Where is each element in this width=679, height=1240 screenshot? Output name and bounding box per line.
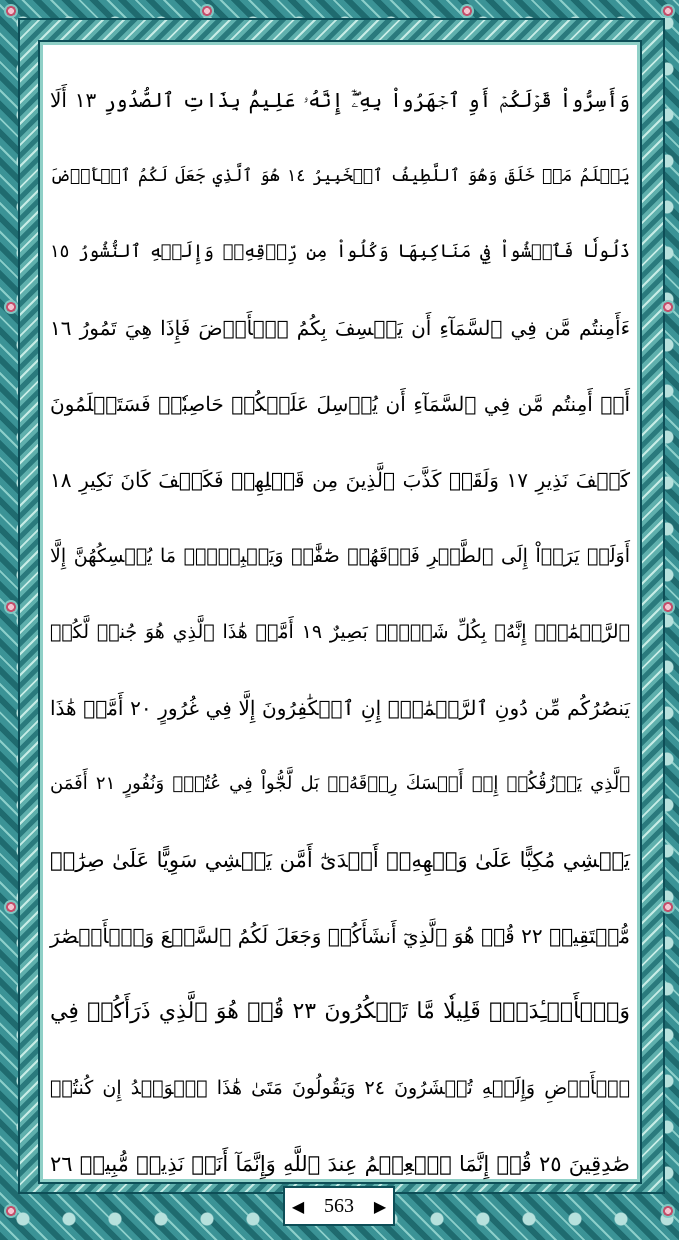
verse-line: ٱلرَّحۡمَٰنُۚ إِنَّهُۥ بِكُلِّ شَيۡءِۭ بَصِيرٌ ١٩ أَمَّنۡ هَٰذَا ٱلَّذِي هُوَ جُندٞ لَّكُمۡ [50, 621, 630, 643]
rosette-ornament [661, 600, 675, 614]
verse-line: وَٱلۡأَفۡـِٔدَةَۚ قَلِيلٗا مَّا تَشۡكُرُونَ ٢٣ قُلۡ هُوَ ٱلَّذِي ذَرَأَكُمۡ فِي [50, 999, 631, 1024]
verse-line: أَمۡ أَمِنتُم مَّن فِي ٱلسَّمَآءِ أَن يُرۡسِلَ عَلَيۡكُمۡ حَاصِبٗاۖ فَسَتَعۡلَمُونَ [50, 392, 630, 416]
verse-line: صَٰدِقِينَ ٢٥ قُلۡ إِنَّمَا ٱلۡعِلۡمُ عِندَ ٱللَّهِ وَإِنَّمَآ أَنَا۠ نَذِيرٞ مُّبِينٞ ٢٦ [50, 1152, 630, 1176]
verse-line: وَأَسِرُّواْ قَوۡلَكُمۡ أَوِ ٱجۡهَرُواْ بِهِۦٓۖ إِنَّهُۥ عَلِيمُۢ بِذَاتِ ٱلصُّدُورِ ١٣ أَلَا [50, 88, 630, 112]
rosette-ornament [4, 600, 18, 614]
rosette-ornament [460, 4, 474, 18]
verse-line: ٱلۡأَرۡضِ وَإِلَيۡهِ تُحۡشَرُونَ ٢٤ وَيَقُولُونَ مَتَىٰ هَٰذَا ٱلۡوَعۡدُ إِن كُنتُمۡ [50, 1077, 630, 1099]
rosette-ornament [661, 900, 675, 914]
rosette-ornament [4, 1204, 18, 1218]
rosette-ornament [661, 4, 675, 18]
rosette-ornament [4, 300, 18, 314]
triangle-right-icon[interactable]: ▶ [373, 1196, 387, 1216]
verse-line: ذَلُولٗا فَٱمۡشُواْ فِي مَنَاكِبِهَا وَكُلُواْ مِن رِّزۡقِهِۦۖ وَإِلَيۡهِ ٱلنُّشُورُ ١٥ [50, 241, 630, 262]
rosette-ornament [200, 4, 214, 18]
page-navigator [283, 1186, 395, 1226]
rosette-ornament [661, 300, 675, 314]
verse-text-block [50, 62, 630, 1202]
rosette-ornament [4, 4, 18, 18]
verse-line: ءَأَمِنتُم مَّن فِي ٱلسَّمَآءِ أَن يَخۡسِفَ بِكُمُ ٱلۡأَرۡضَ فَإِذَا هِيَ تَمُورُ ١٦ [50, 316, 630, 340]
verse-line: كَيۡفَ نَذِيرِ ١٧ وَلَقَدۡ كَذَّبَ ٱلَّذِينَ مِن قَبۡلِهِمۡ فَكَيۡفَ كَانَ نَكِيرِ ١٨ [50, 468, 631, 492]
triangle-left-icon[interactable]: ◀ [291, 1196, 305, 1216]
rosette-ornament [4, 900, 18, 914]
page-number: 563 [324, 1194, 354, 1217]
verse-line: يَمۡشِي مُكِبًّا عَلَىٰ وَجۡهِهِۦٓ أَهۡدَىٰٓ أَمَّن يَمۡشِي سَوِيًّا عَلَىٰ صِرَٰطٖ [50, 848, 630, 872]
verse-line: يَنصُرُكُم مِّن دُونِ ٱلرَّحۡمَٰنِۚ إِنِ ٱلۡكَٰفِرُونَ إِلَّا فِي غُرُورٍ ٢٠ أَمَّنۡ هَٰذَا [50, 696, 630, 720]
verse-line: أَوَلَمۡ يَرَوۡاْ إِلَى ٱلطَّيۡرِ فَوۡقَهُمۡ صَٰٓفَّٰتٖ وَيَقۡبِضۡنَۚ مَا يُمۡسِكُهُنَّ إِلَّا [50, 545, 630, 567]
mushaf-page [38, 40, 642, 1184]
verse-line: يَعۡلَمُ مَنۡ خَلَقَ وَهُوَ ٱللَّطِيفُ ٱلۡخَبِيرُ ١٤ هُوَ ٱلَّذِي جَعَلَ لَكُمُ ٱلۡأَرۡضَ [50, 166, 630, 186]
verse-line: مُّسۡتَقِيمٖ ٢٢ قُلۡ هُوَ ٱلَّذِيٓ أَنشَأَكُمۡ وَجَعَلَ لَكُمُ ٱلسَّمۡعَ وَٱلۡأَبۡصَٰرَ [50, 924, 630, 948]
rosette-ornament [661, 1204, 675, 1218]
verse-line: ٱلَّذِي يَرۡزُقُكُمۡ إِنۡ أَمۡسَكَ رِزۡقَهُۥۚ بَل لَّجُّواْ فِي عُتُوّٖ وَنُفُورٍ ٢١ أَفَمَن [50, 773, 630, 794]
